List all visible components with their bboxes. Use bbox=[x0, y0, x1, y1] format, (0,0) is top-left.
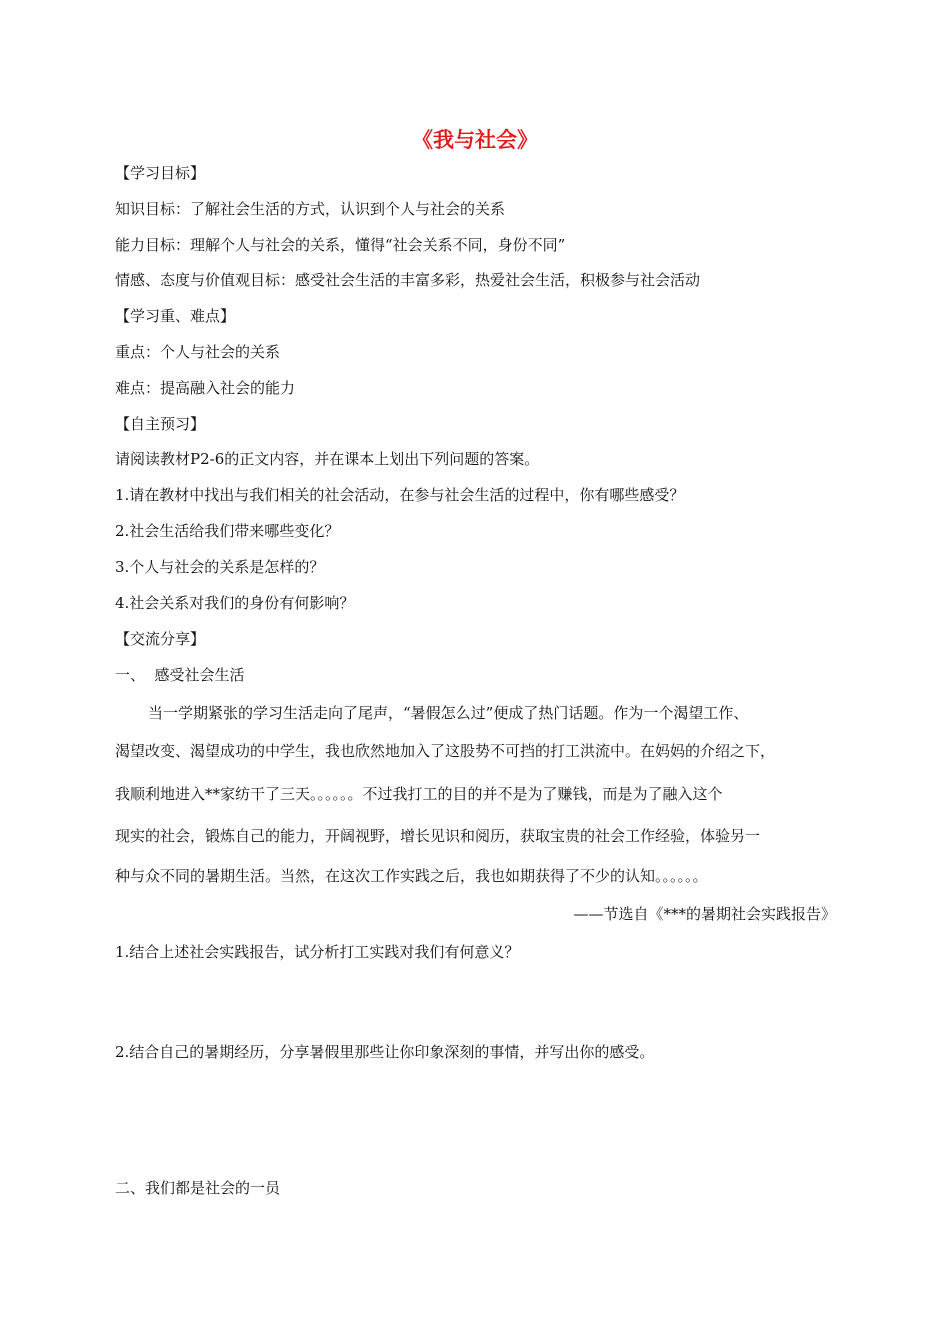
preview-question-1: 1.请在教材中找出与我们相关的社会活动，在参与社会生活的过程中，你有哪些感受？ bbox=[115, 486, 685, 504]
goal-emotion: 情感、态度与价值观目标：感受社会生活的丰富多彩，热爱社会生活，积极参与社会活动 bbox=[115, 271, 701, 289]
goal-knowledge: 知识目标：了解社会生活的方式，认识到个人与社会的关系 bbox=[115, 200, 506, 218]
preview-question-3: 3.个人与社会的关系是怎样的？ bbox=[115, 558, 325, 576]
preview-question-4: 4.社会关系对我们的身份有何影响？ bbox=[115, 594, 355, 612]
goal-ability: 能力目标：理解个人与社会的关系，懂得“社会关系不同，身份不同” bbox=[115, 236, 566, 254]
key-points-heading: 【学习重、难点】 bbox=[115, 307, 236, 325]
learning-goals-heading: 【学习目标】 bbox=[115, 164, 206, 182]
section1-question-1: 1.结合上述社会实践报告，试分析打工实践对我们有何意义？ bbox=[115, 943, 520, 961]
passage-line: 我顺利地进入**家纺干了三天。。。。。。不过我打工的目的并不是为了赚钱，而是为了融入这个 bbox=[115, 785, 723, 803]
section1-title: 一、 感受社会生活 bbox=[115, 666, 245, 684]
key-point: 重点：个人与社会的关系 bbox=[115, 343, 281, 361]
passage-line: 种与众不同的暑期生活。当然，在这次工作实践之后，我也如期获得了不少的认知。。。。。。 bbox=[115, 867, 708, 885]
difficult-point: 难点：提高融入社会的能力 bbox=[115, 379, 296, 397]
passage-line: 现实的社会，锻炼自己的能力，开阔视野，增长见识和阅历，获取宝贵的社会工作经验，体验另一 bbox=[115, 827, 761, 845]
passage-line: 渴望改变、渴望成功的中学生，我也欣然地加入了这股势不可挡的打工洪流中。在妈妈的介绍之下， bbox=[115, 742, 776, 760]
section2-title: 二、我们都是社会的一员 bbox=[115, 1179, 281, 1197]
section1-question-2: 2.结合自己的暑期经历，分享暑假里那些让你印象深刻的事情，并写出你的感受。 bbox=[115, 1043, 655, 1061]
passage-line: 当一学期紧张的学习生活走向了尾声，“暑假怎么过”便成了热门话题。作为一个渴望工作、 bbox=[148, 704, 749, 722]
preview-intro: 请阅读教材P2-6的正文内容，并在课本上划出下列问题的答案。 bbox=[115, 450, 540, 468]
exchange-heading: 【交流分享】 bbox=[115, 630, 206, 648]
passage-source: ——节选自《***的暑期社会实践报告》 bbox=[573, 905, 836, 923]
preview-heading: 【自主预习】 bbox=[115, 415, 206, 433]
document-title: 《我与社会》 bbox=[412, 127, 538, 152]
preview-question-2: 2.社会生活给我们带来哪些变化？ bbox=[115, 522, 340, 540]
